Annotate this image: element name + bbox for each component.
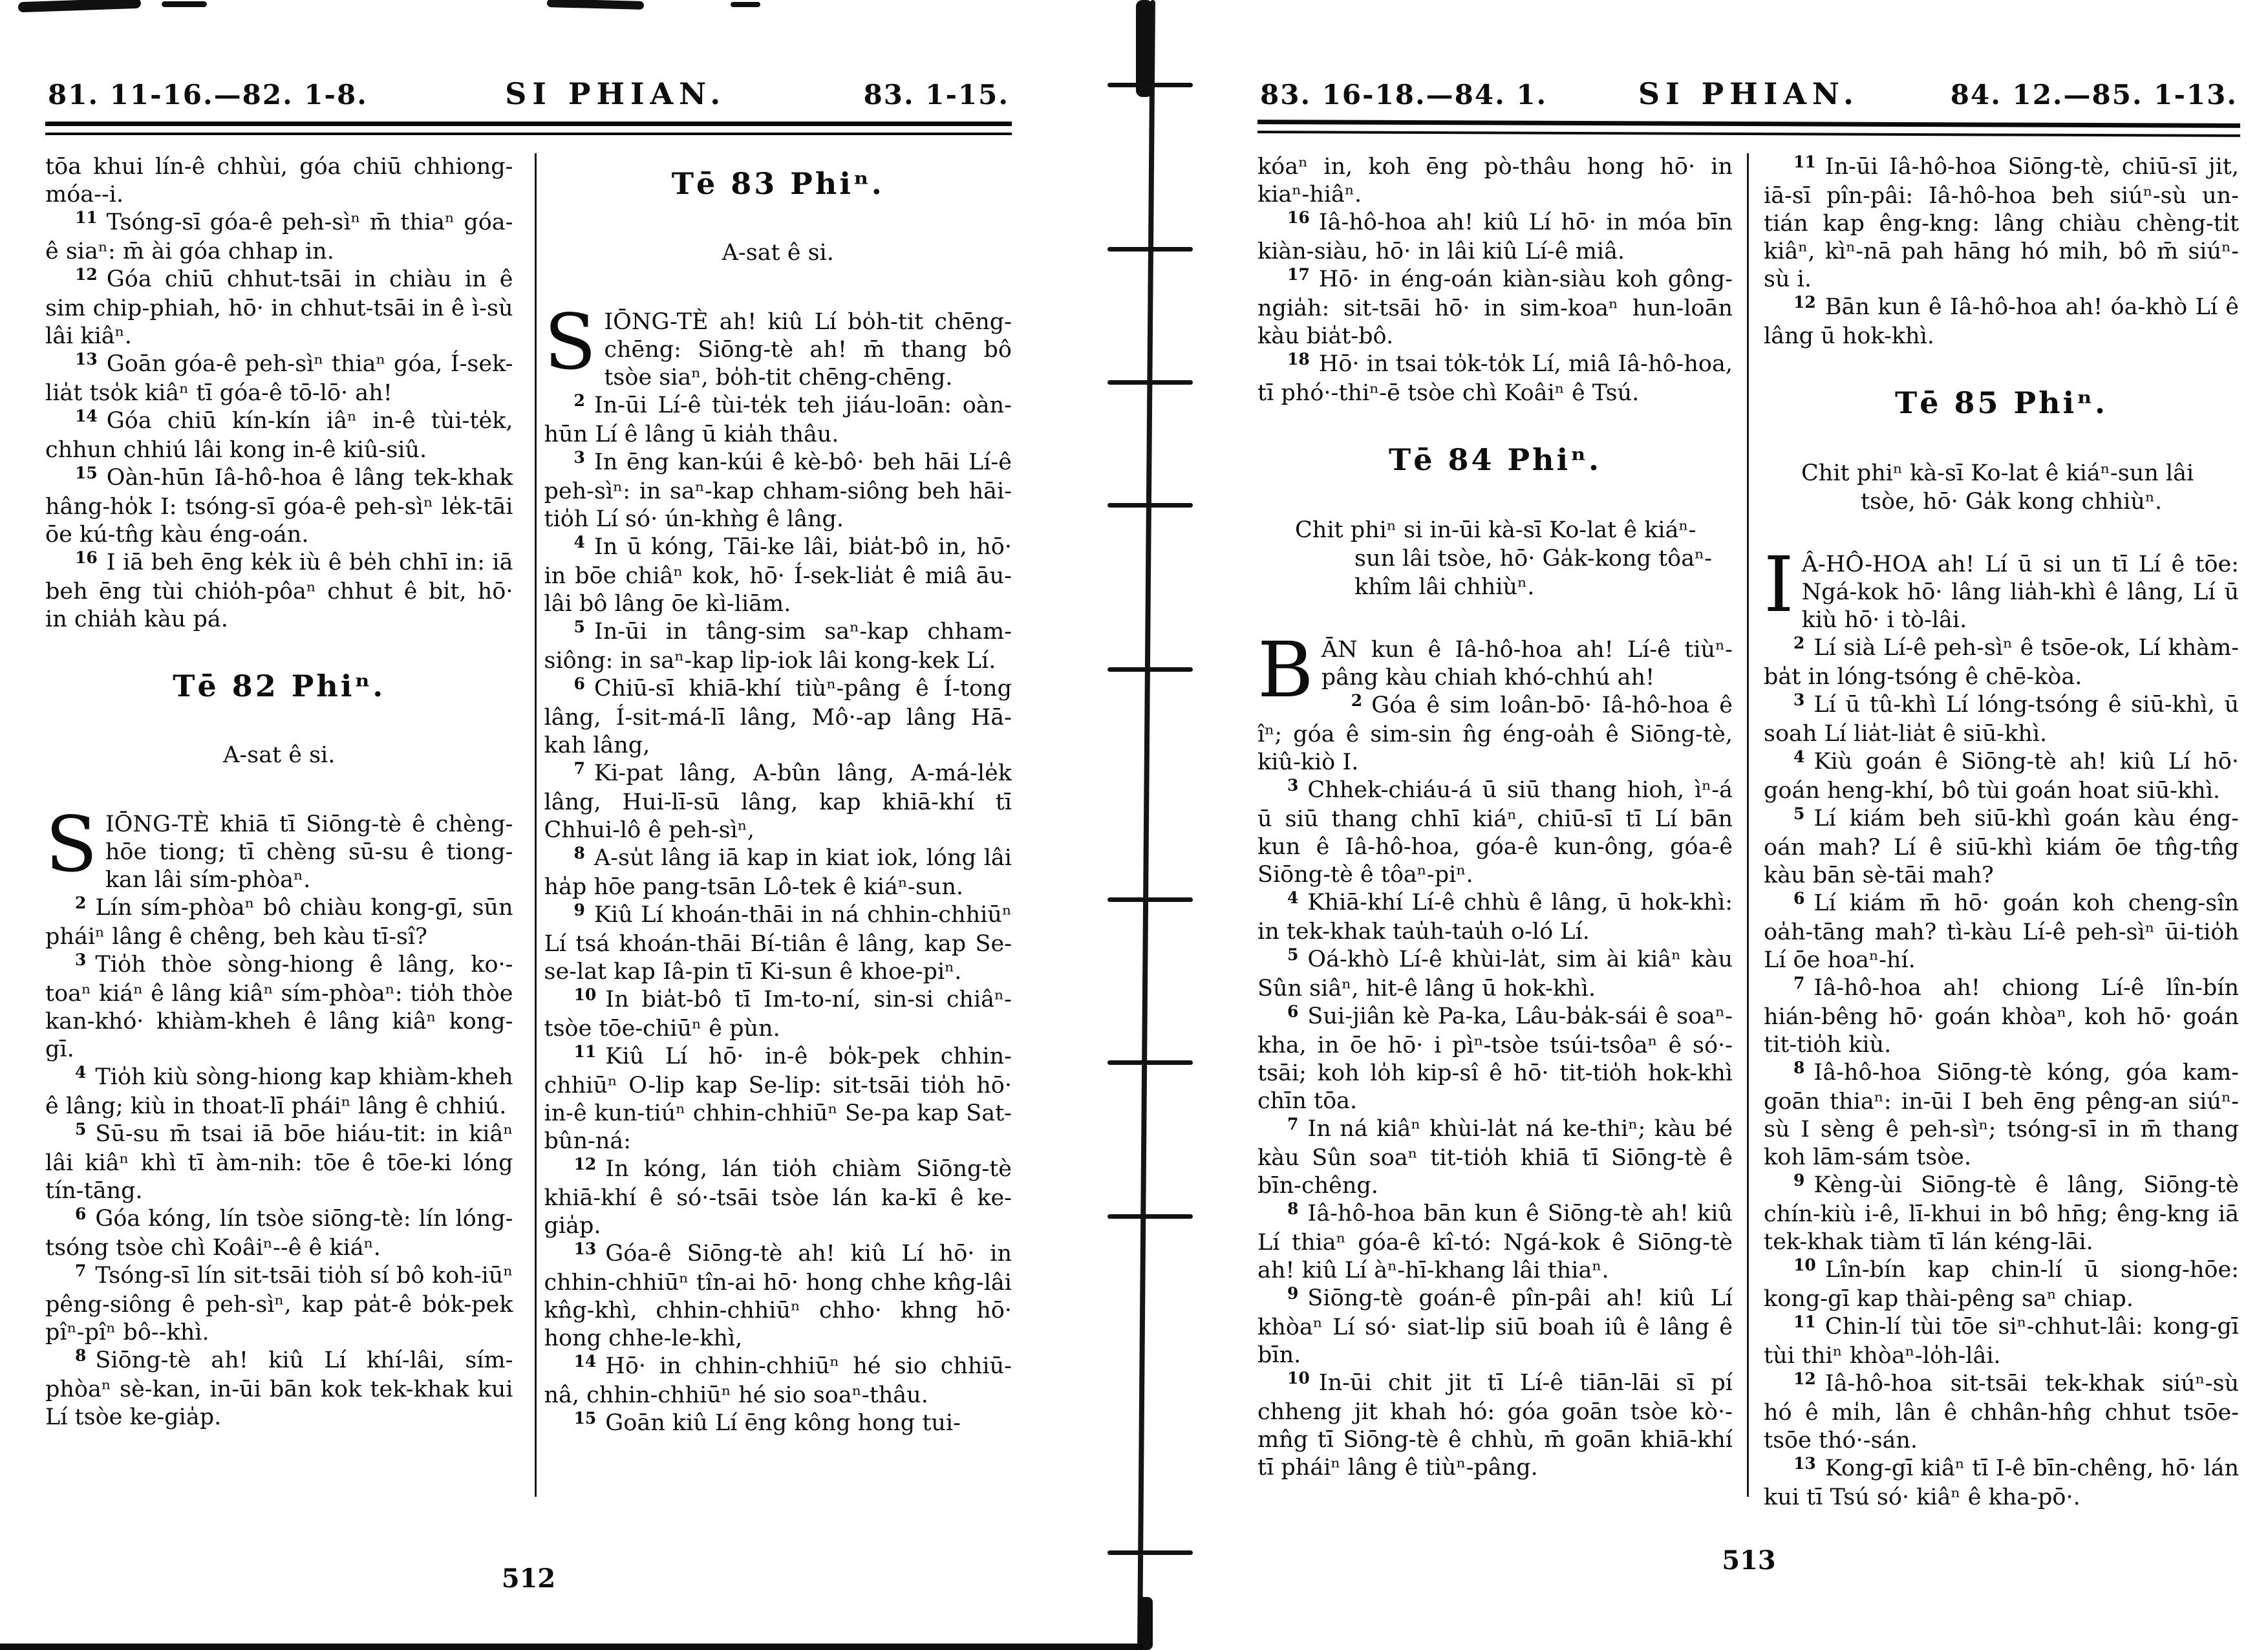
verse-number: 13 (573, 1239, 597, 1258)
binding-blob-top (1136, 0, 1153, 97)
verse: 9 Kèng-ùi Siōng-tè ê lâng, Siōng-tè chín-kiù i-ê, lī-khui in bô hn̄g; êng-kng iā tek-khak tiàm tī lán kéng-lāi. (1764, 1172, 2239, 1256)
verse: 2 Lín sím-phòaⁿ bô chiàu kong-gī, sūn pháiⁿ lâng ê chêng, beh kàu tī-sî? (45, 894, 513, 951)
verse-number: 5 (75, 1120, 87, 1139)
verse-number: 4 (75, 1063, 87, 1082)
verse-number: 12 (573, 1155, 597, 1173)
drop-cap: S (45, 800, 98, 889)
right-page-header (1257, 76, 2240, 111)
verse: 12 Iâ-hô-hoa sit-tsāi tek-khak siúⁿ-sù hó ê mi̍h, lân ê chhân-hn̂g chhut tsōe-tsōe thó·-sán. (1764, 1370, 2239, 1455)
verse: 12 Góa chiū chhut-tsāi in chiàu in ê sim chip-phiah, hō· in chhut-tsāi in ê ì-sù lâi kiâⁿ. (45, 266, 513, 350)
verse: 7 In ná kiâⁿ khùi-la̍t ná ke-thiⁿ; kàu bé kàu Sûn soaⁿ tit-tio̍h khiā tī Siōng-tè ê bīn-chêng. (1257, 1115, 1733, 1200)
verse-number: 9 (1287, 1284, 1299, 1303)
page-title: SI PHIAN. (505, 76, 727, 111)
verse-number: 7 (75, 1261, 87, 1280)
verse: 2 In-ūi Lí-ê tùi-te̍k teh jiáu-loān: oàn-hūn Lí ê lâng ū kia̍h thâu. (544, 392, 1012, 449)
verse: 4 Khiā-khí Lí-ê chhù ê lâng, ū hok-khì: in tek-khak tau̍h-tau̍h o-ló Lí. (1257, 889, 1733, 946)
left-page-columns (45, 153, 1012, 1523)
header-ref-right: 84. 12.—85. 1-13. (1950, 79, 2238, 111)
verse: 11 In-ūi Iâ-hô-hoa Siōng-tè, chiū-sī jit, iā-sī pîn-pâi: Iâ-hô-hoa beh siúⁿ-sù un-tián kap êng-kng: lâng chiàu chèng-ti̍t kiâⁿ, kìⁿ-nā pah hāng hó mi̍h, bô m̄ siúⁿ-sù i. (1764, 153, 2239, 294)
psalm-subtitle: A-sat ê si. (223, 742, 336, 768)
verse-number: 17 (1287, 265, 1310, 284)
verse-number: 5 (1793, 804, 1805, 823)
psalm-heading: Tē 85 Phiⁿ. (1895, 385, 2108, 420)
verse-number: 2 (75, 894, 87, 912)
verse-opening: I Â-HÔ-HOA ah! Lí ū si un tī Lí ê tōe: Ngá-kok hō· lâng lia̍h-khì ê lâng, Lí ū kiù hō· i tò-lâi. (1764, 540, 2239, 633)
scan-smudge (18, 0, 141, 12)
drop-cap: S (544, 297, 597, 387)
page-number: 512 (501, 1563, 556, 1594)
verse-number: 11 (573, 1042, 597, 1061)
psalm-heading: Tē 84 Phiⁿ. (1389, 442, 1601, 477)
left-page-column-1 (45, 153, 513, 1523)
stitch-mark (1107, 897, 1193, 902)
psalm-superscription: Chit phiⁿ kà-sī Ko-lat ê kiáⁿ-sun lâi tsòe, hō· Ga̍k kong chhiùⁿ. (1801, 460, 2194, 515)
verse-number: 12 (1793, 1369, 1816, 1388)
verse-number: 8 (1793, 1058, 1805, 1077)
drop-cap: B (1257, 625, 1314, 714)
verse-number: 14 (75, 407, 98, 425)
verse: 5 Lí kiám beh siū-khì goán kàu éng-oán mah? Lí ê siū-khì kiám ōe tn̂g-tn̂g kàu bān sè-tāi mah? (1764, 805, 2239, 890)
verse: 4 Kiù goán ê Siōng-tè ah! kiû Lí hō· goán heng-khí, bô tùi goán hoat siū-khì. (1764, 748, 2239, 805)
right-page-column-2 (1764, 153, 2239, 1523)
verse: 4 In ū kóng, Tāi-ke lâi, bia̍t-bô in, hō· in bōe chiâⁿ kok, hō· Í-sek-lia̍t ê miâ āu-lâi bô lâng ōe kì-liām. (544, 533, 1012, 618)
scan-smudge (731, 2, 760, 7)
verse-number: 7 (573, 759, 585, 778)
verse-number: 3 (1793, 691, 1805, 709)
verse: 6 Lí kiám m̄ hō· goán koh cheng-sîn oa̍h-tāng mah? tì-kàu Lí-ê peh-sìⁿ ūi-tio̍h Lí ōe hoaⁿ-hí. (1764, 890, 2239, 974)
column-divider (535, 153, 537, 1497)
verse: 3 Chhek-chiáu-á ū siū thang hioh, ìⁿ-á ū siū thang chhī kiáⁿ, chiū-sī tī Lí bān kun ê Iâ-hô-hoa, góa-ê kun-ông, góa-ê Siōng-tè ê tôaⁿ-piⁿ. (1257, 777, 1733, 889)
verse-number: 2 (1351, 691, 1363, 710)
page-title: SI PHIAN. (1638, 76, 1860, 111)
verse-number: 7 (1793, 974, 1805, 992)
verse-number: 10 (573, 985, 597, 1004)
verse: 3 Lí ū tû-khì Lí lóng-tsóng ê siū-khì, ū soah Lí lia̍t-lia̍t ê siū-khì. (1764, 691, 2239, 748)
header-ref-left: 83. 16-18.—84. 1. (1260, 79, 1548, 111)
verse: 7 Iâ-hô-hoa ah! chiong Lí-ê lîn-bín hián-bêng hō· goán khòaⁿ, koh hō· goán tit-tio̍h kiù. (1764, 974, 2239, 1059)
psalm-heading: Tē 82 Phiⁿ. (173, 669, 386, 703)
verse: 18 Hō· in tsai to̍k-to̍k Lí, miâ Iâ-hô-hoa, tī phó·-thiⁿ-ē tsòe chì Koâiⁿ ê Tsú. (1257, 350, 1733, 407)
verse-number: 10 (1793, 1256, 1816, 1274)
verse-number: 2 (573, 391, 585, 410)
verse: 7 Tsóng-sī lín sit-tsāi tio̍h sí bô koh-iūⁿ pêng-siông ê peh-sìⁿ, kap pa̍t-ê bo̍k-pek pîⁿ-pîⁿ bô--khì. (45, 1262, 513, 1347)
stitch-mark (1107, 247, 1193, 252)
verse: 5 In-ūi in tâng-sim saⁿ-kap chham-siông: in saⁿ-kap li̍p-iok lâi kong-kek Lí. (544, 618, 1012, 675)
verse: 11 Kiû Lí hō· in-ê bo̍k-pek chhin-chhiūⁿ O-lip kap Se-lip: sit-tsāi tio̍h hō· in-ê kun-tiúⁿ chhin-chhiūⁿ Se-pa kap Sat-bûn-ná: (544, 1043, 1012, 1155)
verse-number: 4 (573, 533, 585, 552)
verse: 8 Iâ-hô-hoa Siōng-tè kóng, góa kam-goān thiaⁿ: in-ūi I beh ēng pêng-an siúⁿ-sù I sèng ê peh-sìⁿ; tsóng-sī in m̄ thang koh lām-sám tsòe. (1764, 1059, 2239, 1172)
verse: 6 Sui-jiân kè Pa-ka, Lâu-ba̍k-sái ê soaⁿ-kha, in ōe hō· i pìⁿ-tsòe tsúi-tsôaⁿ ê só·-tsāi; koh lo̍h kip-sî ê hō· tit-tio̍h hok-khì chīn tōa. (1257, 1003, 1733, 1115)
verse-number: 4 (1287, 888, 1299, 907)
right-page-columns (1257, 153, 2240, 1523)
verse-number: 15 (573, 1409, 597, 1428)
stitch-mark (1107, 380, 1193, 385)
verse-number: 16 (1287, 208, 1310, 227)
verse-number: 12 (75, 265, 98, 284)
binding-blob-bottom (1139, 1597, 1153, 1650)
verse: 5 Sū-su m̄ tsai iā bōe hiáu-tit: in kiâⁿ lâi kiâⁿ khì tī àm-nih: tōe ê tōe-ki lóng tín-tāng. (45, 1120, 513, 1205)
verse: 12 Bān kun ê Iâ-hô-hoa ah! óa-khò Lí ê lâng ū hok-khì. (1764, 294, 2239, 350)
verse: 6 Góa kóng, lín tsòe siōng-tè: lín lóng-tsóng tsòe chì Koâiⁿ--ê ê kiáⁿ. (45, 1205, 513, 1262)
stitch-mark (1107, 503, 1193, 508)
verse-number: 13 (1793, 1454, 1816, 1473)
verse-number: 15 (75, 464, 98, 482)
verse: 7 Ki-pat lâng, A-bûn lâng, A-má-le̍k lâng, Hui-lī-sū lâng, kap khiā-khí tī Chhui-lô ê peh-sìⁿ, (544, 760, 1012, 844)
verse: 11 Chin-lí tùi tōe siⁿ-chhut-lâi: kong-gī tùi thiⁿ khòaⁿ-lo̍h-lâi. (1764, 1313, 2239, 1370)
page-bottom-edge (0, 1644, 1143, 1650)
verse: 16 I iā beh ēng ke̍k iù ê be̍h chhī in: iā beh ēng tùi chio̍h-pôaⁿ chhut ê bi̍t, hō· in chia̍h kàu pá. (45, 549, 513, 634)
stitch-mark (1107, 83, 1193, 87)
verse: 13 Goān góa-ê peh-sìⁿ thiaⁿ góa, Í-sek-lia̍t tso̍k kiâⁿ tī góa-ê tō-lō· ah! (45, 350, 513, 407)
psalm-superscription: Chit phiⁿ si in-ūi kà-sī Ko-lat ê kiáⁿ-sun lâi tsòe, hō· Ga̍k-kong tôaⁿ-khîm lâi chhiùⁿ. (1295, 517, 1713, 600)
verse-number: 11 (1793, 153, 1816, 171)
verse-number: 5 (573, 617, 585, 636)
verse-number: 12 (1793, 293, 1816, 312)
verse: 14 Góa chiū kín-kín iâⁿ in-ê tùi-te̍k, chhun chhiú lâi kong in-ê kiû-siû. (45, 407, 513, 464)
verse-number: 2 (1793, 634, 1805, 652)
header-ref-left: 81. 11-16.—82. 1-8. (48, 79, 368, 111)
verse: 12 In kóng, lán tio̍h chiàm Siōng-tè khiā-khí ê só·-tsāi tsòe lán ka-kī ê ke-gia̍p. (544, 1155, 1012, 1240)
verse-number: 5 (1287, 945, 1299, 964)
verse: 10 Lîn-bín kap chin-lí ū siong-hōe: kong-gī kap thài-pêng saⁿ chiap. (1764, 1256, 2239, 1313)
verse-number: 3 (1287, 776, 1299, 795)
verse-number: 11 (75, 208, 98, 227)
stitch-mark (1107, 667, 1193, 672)
verse: 4 Tio̍h kiù sòng-hiong kap khiàm-kheh ê lâng; kiù in thoat-lī pháiⁿ lâng ê chhiú. (45, 1064, 513, 1120)
stitch-mark (1107, 1060, 1193, 1065)
book-binding (1135, 0, 1173, 1650)
verse-number: 6 (75, 1205, 87, 1223)
verse: 13 Kong-gī kiâⁿ tī I-ê bīn-chêng, hō· lán kui tī Tsú só· kiâⁿ ê kha-pō·. (1764, 1455, 2239, 1512)
verse: 9 Kiû Lí khoán-thāi in ná chhin-chhiūⁿ Lí tsá khoán-thāi Bí-tiân ê lâng, kap Se-se-lat kap Iâ-pin tī Ki-sun ê khoe-piⁿ. (544, 901, 1012, 986)
verse: 10 In-ūi chit jit tī Lí-ê tiān-lāi sī pí chheng jit khah hó: góa goān tsòe kò·-mn̂g tī Siōng-tè ê chhù, m̄ goān khiā-khí tī pháiⁿ lâng ê tiùⁿ-pâng. (1257, 1369, 1733, 1482)
verse-opening: SIŌNG-TÈ ah! kiû Lí bo̍h-tit chēng-chēng: Siōng-tè ah! m̄ thang bô tsòe siaⁿ, bo̍h-tit chēng-chēng. (544, 297, 1012, 391)
verse-number: 3 (573, 448, 585, 467)
verse-number: 4 (1793, 747, 1805, 766)
left-page-column-2 (544, 153, 1012, 1523)
verse-number: 9 (1793, 1171, 1805, 1190)
verse: 15 Goān kiû Lí ēng kông hong tui- (544, 1409, 1012, 1439)
stitch-mark (1107, 1550, 1193, 1555)
binding-spine (1137, 0, 1155, 1650)
verse: 14 Hō· in chhin-chhiūⁿ hé sio chhiū-nâ, chhin-chhiūⁿ hé sio soaⁿ-thâu. (544, 1353, 1012, 1409)
verse: 2 Góa ê sim loân-bō· Iâ-hô-hoa ê îⁿ; góa ê sim-sin n̂g éng-oa̍h ê Siōng-tè, kiû-kiò I. (1257, 692, 1733, 777)
drop-cap: I (1764, 540, 1794, 629)
header-rule (45, 122, 1012, 135)
verse: 8 Siōng-tè ah! kiû Lí khí-lâi, sím-phòaⁿ sè-kan, in-ūi bān kok tek-khak kui Lí tsòe ke-gia̍p. (45, 1347, 513, 1431)
verse: 3 Tio̍h thòe sòng-hiong ê lâng, ko·-toaⁿ kiáⁿ ê lâng kiâⁿ sím-phòaⁿ: tio̍h thòe kan-khó· khiàm-kheh ê lâng kiâⁿ kong-gī. (45, 951, 513, 1064)
verse-opening: BĀN kun ê Iâ-hô-hoa ah! Lí-ê tiùⁿ-pâng kàu chiah khó-chhú ah! (1257, 625, 1733, 714)
verse: 16 Iâ-hô-hoa ah! kiû Lí hō· in móa bīn kiàn-siàu, hō· in lâi kiû Lí-ê miâ. (1257, 209, 1733, 266)
verse-number: 7 (1287, 1115, 1299, 1133)
verse-number: 10 (1287, 1369, 1310, 1388)
verse-number: 3 (75, 950, 87, 969)
left-page (45, 76, 1012, 1594)
verse-continuation: tōa khui lín-ê chhùi, góa chiū chhiong-móa--i. (45, 154, 513, 208)
column-divider (1747, 153, 1749, 1497)
verse-number: 16 (75, 548, 98, 567)
verse: 17 Hō· in éng-oán kiàn-siàu koh gông-ngia̍h: sit-tsāi hō· in sim-koaⁿ hun-loān kàu bia̍t-bô. (1257, 266, 1733, 350)
verse: 5 Oá-khò Lí-ê khùi-la̍t, sim ài kiâⁿ kàu Sûn siâⁿ, hit-ê lâng ū hok-khì. (1257, 946, 1733, 1003)
verse-number: 18 (1287, 350, 1310, 369)
right-page (1257, 76, 2240, 1576)
verse-number: 13 (75, 350, 98, 369)
verse: 15 Oàn-hūn Iâ-hô-hoa ê lâng tek-khak hâng-ho̍k I: tsóng-sī góa-ê peh-sìⁿ le̍k-tāi ōe kú-tn̂g kàu éng-oán. (45, 464, 513, 549)
page-number: 513 (1722, 1545, 1776, 1576)
psalm-subtitle: A-sat ê si. (722, 240, 834, 266)
verse: 11 Tsóng-sī góa-ê peh-sìⁿ m̄ thiaⁿ góa-ê siaⁿ: m̄ ài góa chhap in. (45, 209, 513, 266)
scan-smudge (547, 0, 644, 10)
stitch-mark (1107, 1214, 1193, 1219)
verse-continuation: kóaⁿ in, koh ēng pò-thâu hong hō· in kiaⁿ-hiâⁿ. (1257, 154, 1733, 208)
verse: 8 Iâ-hô-hoa bān kun ê Siōng-tè ah! kiû Lí thiaⁿ góa-ê kî-tó: Ngá-kok ê Siōng-tè ah! kiû Lí àⁿ-hī-khang lâi thiaⁿ. (1257, 1200, 1733, 1285)
verse: 6 Chiū-sī khiā-khí tiùⁿ-pâng ê Í-tong lâng, Í-sit-má-lī lâng, Mô·-ap lâng Hā-kah lâng, (544, 675, 1012, 760)
scan-smudge (162, 1, 207, 7)
psalm-heading: Tē 83 Phiⁿ. (671, 166, 884, 201)
verse-number: 9 (573, 901, 585, 919)
right-page-column-1 (1257, 153, 1733, 1523)
verse-number: 6 (1287, 1002, 1299, 1021)
verse: 9 Siōng-tè goán-ê pîn-pâi ah! kiû Lí khòaⁿ Lí só· siat-li̍p siū boah iû ê lâng ê bīn. (1257, 1285, 1733, 1369)
header-rule (1257, 120, 2240, 137)
verse: 8 A-su̍t lâng iā kap in kiat iok, lóng lâi ha̍p hōe pang-tsān Lô-tek ê kiáⁿ-sun. (544, 844, 1012, 901)
verse-number: 14 (573, 1352, 597, 1371)
verse-number: 8 (573, 844, 585, 862)
verse-number: 8 (1287, 1199, 1299, 1218)
verse-number: 6 (573, 674, 585, 693)
header-ref-right: 83. 1-15. (863, 79, 1009, 111)
verse-number: 6 (1793, 889, 1805, 908)
verse-opening: SIŌNG-TÈ khiā tī Siōng-tè ê chèng-hōe tiong; tī chèng sū-su ê tiong-kan lâi sím-phòaⁿ. (45, 800, 513, 893)
verse: 3 In ēng kan-kúi ê kè-bô· beh hāi Lí-ê peh-sìⁿ: in saⁿ-kap chham-siông beh hāi-tio̍h Lí só· ún-khǹg ê lâng. (544, 449, 1012, 533)
left-page-header (45, 76, 1012, 111)
verse: 10 In bia̍t-bô tī Im-to-ní, sin-si chiâⁿ-tsòe tōe-chiūⁿ ê pùn. (544, 986, 1012, 1043)
verse-number: 8 (75, 1346, 87, 1365)
verse: 2 Lí sià Lí-ê peh-sìⁿ ê tsōe-ok, Lí khàm-ba̍t in lóng-tsóng ê chē-kòa. (1764, 634, 2239, 691)
verse: 13 Góa-ê Siōng-tè ah! kiû Lí hō· in chhin-chhiūⁿ tîn-ai hō· hong chhe kn̂g-lâi kn̂g-khì, chhin-chhiūⁿ chho· khng hō· hong chhe-le-khì, (544, 1240, 1012, 1353)
verse-number: 11 (1793, 1312, 1816, 1331)
